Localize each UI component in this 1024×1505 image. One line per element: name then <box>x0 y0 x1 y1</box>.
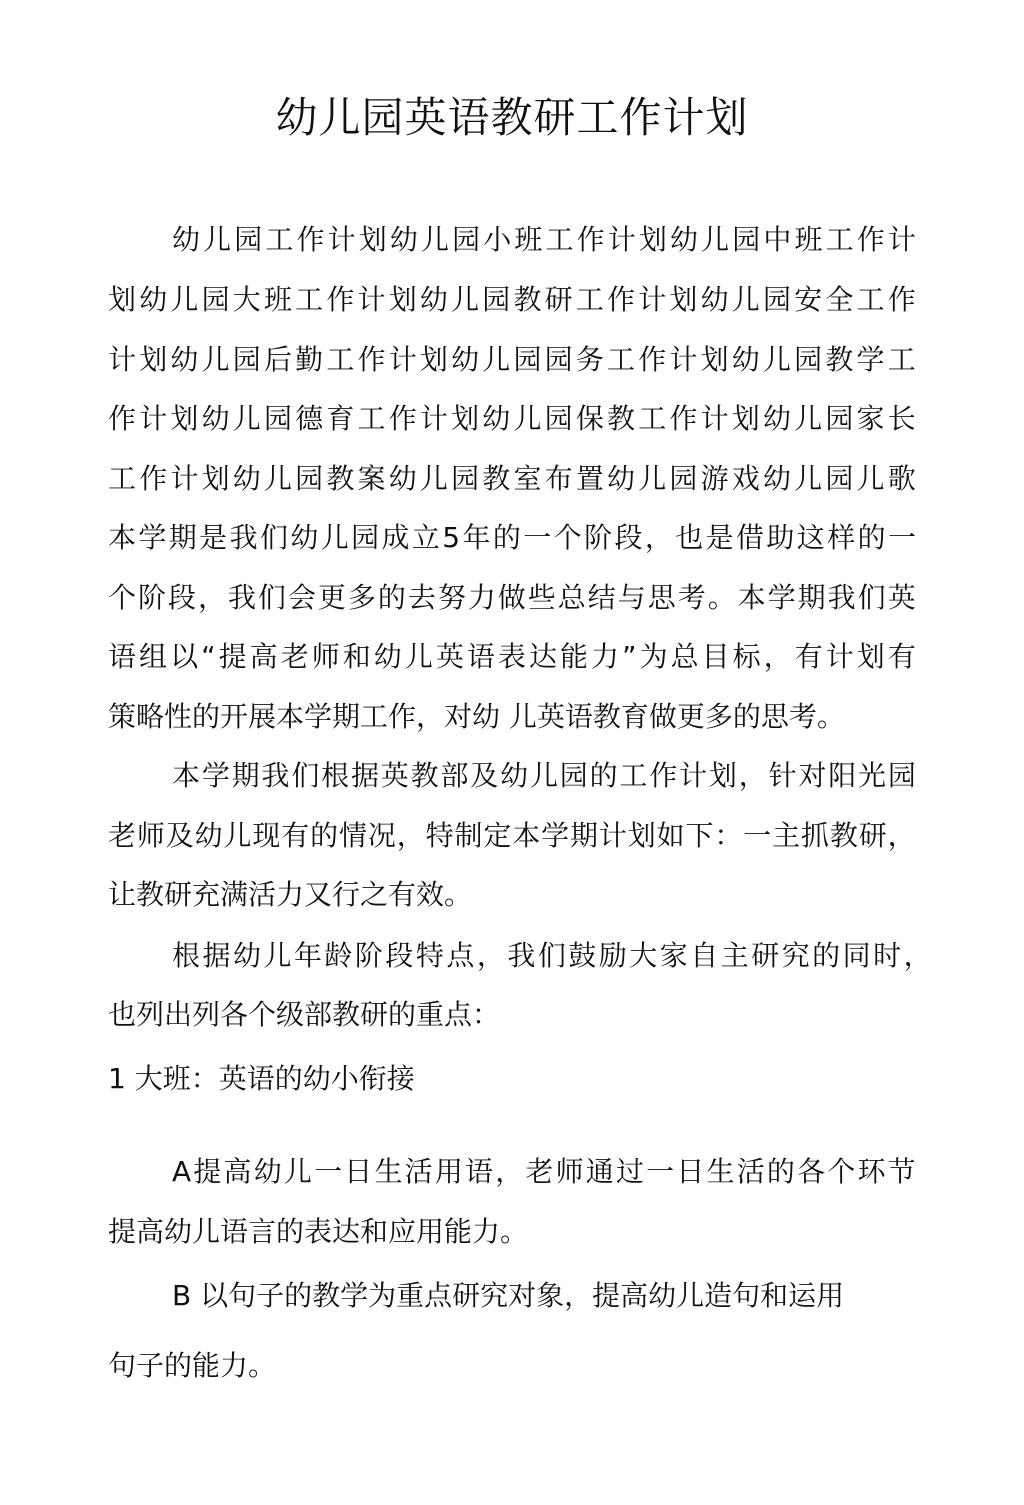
paragraph-1-line-8: 语 组 以 “ 提 高 老 师 和 幼 儿 英 语 表 达 能 力 ” 为 总 目 标 ， 有 计 划 有 <box>108 640 916 673</box>
paragraph-7-line-1: 句子的能力。 <box>108 1349 277 1382</box>
paragraph-1-line-2: 划 幼 儿 园 大 班 工 作 计 划 幼 儿 园 教 研 工 作 计 划 幼 儿 园 安 全 工 作 <box>108 283 916 316</box>
paragraph-2-line-3: 让教研充满活力又行之有效。 <box>108 878 473 911</box>
paragraph-6-line-1: B 以句子的教学为重点研究对象，提高幼儿造句和运用 <box>172 1279 845 1312</box>
paragraph-1-line-5: 工 作 计 划 幼 儿 园 教 案 幼 儿 园 教 室 布 置 幼 儿 园 游 戏 幼 儿 园 儿 歌 <box>108 462 916 495</box>
paragraph-1-line-4: 作 计 划 幼 儿 园 德 育 工 作 计 划 幼 儿 园 保 教 工 作 计 划 幼 儿 园 家 长 <box>108 402 916 435</box>
paragraph-1-line-1: 幼 儿 园 工 作 计 划 幼 儿 园 小 班 工 作 计 划 幼 儿 园 中 班 工 作 计 <box>172 223 916 256</box>
paragraph-4-line-1: 1 大班：英语的幼小衔接 <box>108 1062 415 1095</box>
paragraph-3-line-1: 根 据 幼 儿 年 龄 阶 段 特 点 ， 我 们 鼓 励 大 家 自 主 研 究 的 同 时 ， <box>172 939 932 972</box>
paragraph-2-line-1: 本 学 期 我 们 根 据 英 教 部 及 幼 儿 园 的 工 作 计 划 ， 针 对 阳 光 园 <box>172 759 916 792</box>
document-title: 幼儿园英语教研工作计划 <box>275 93 749 142</box>
paragraph-1-line-3: 计 划 幼 儿 园 后 勤 工 作 计 划 幼 儿 园 园 务 工 作 计 划 幼 儿 园 教 学 工 <box>108 343 916 376</box>
paragraph-2-line-2: 老 师 及 幼 儿 现 有 的 情 况 ， 特 制 定 本 学 期 计 划 如 下 ： 一 主 抓 教 研 ， <box>108 819 916 852</box>
paragraph-1-line-7: 个 阶 段 ， 我 们 会 更 多 的 去 努 力 做 些 总 结 与 思 考 。 本 学 期 我 们 英 <box>108 581 916 614</box>
paragraph-5-line-1: A 提 高 幼 儿 一 日 生 活 用 语 ， 老 师 通 过 一 日 生 活 的 各 个 环 节 <box>172 1155 916 1188</box>
paragraph-3-line-2: 也列出列各个级部教研的重点： <box>108 998 501 1031</box>
paragraph-1-line-6: 本 学 期 是 我 们 幼 儿 园 成 立 5 年 的 一 个 阶 段 ， 也 是 借 助 这 样 的 一 <box>108 521 916 554</box>
paragraph-5-line-2: 提高幼儿语言的表达和应用能力。 <box>108 1215 529 1248</box>
paragraph-1-line-9: 策略性的开展本学期工作，对幼 儿英语教育做更多的思考。 <box>108 700 845 733</box>
